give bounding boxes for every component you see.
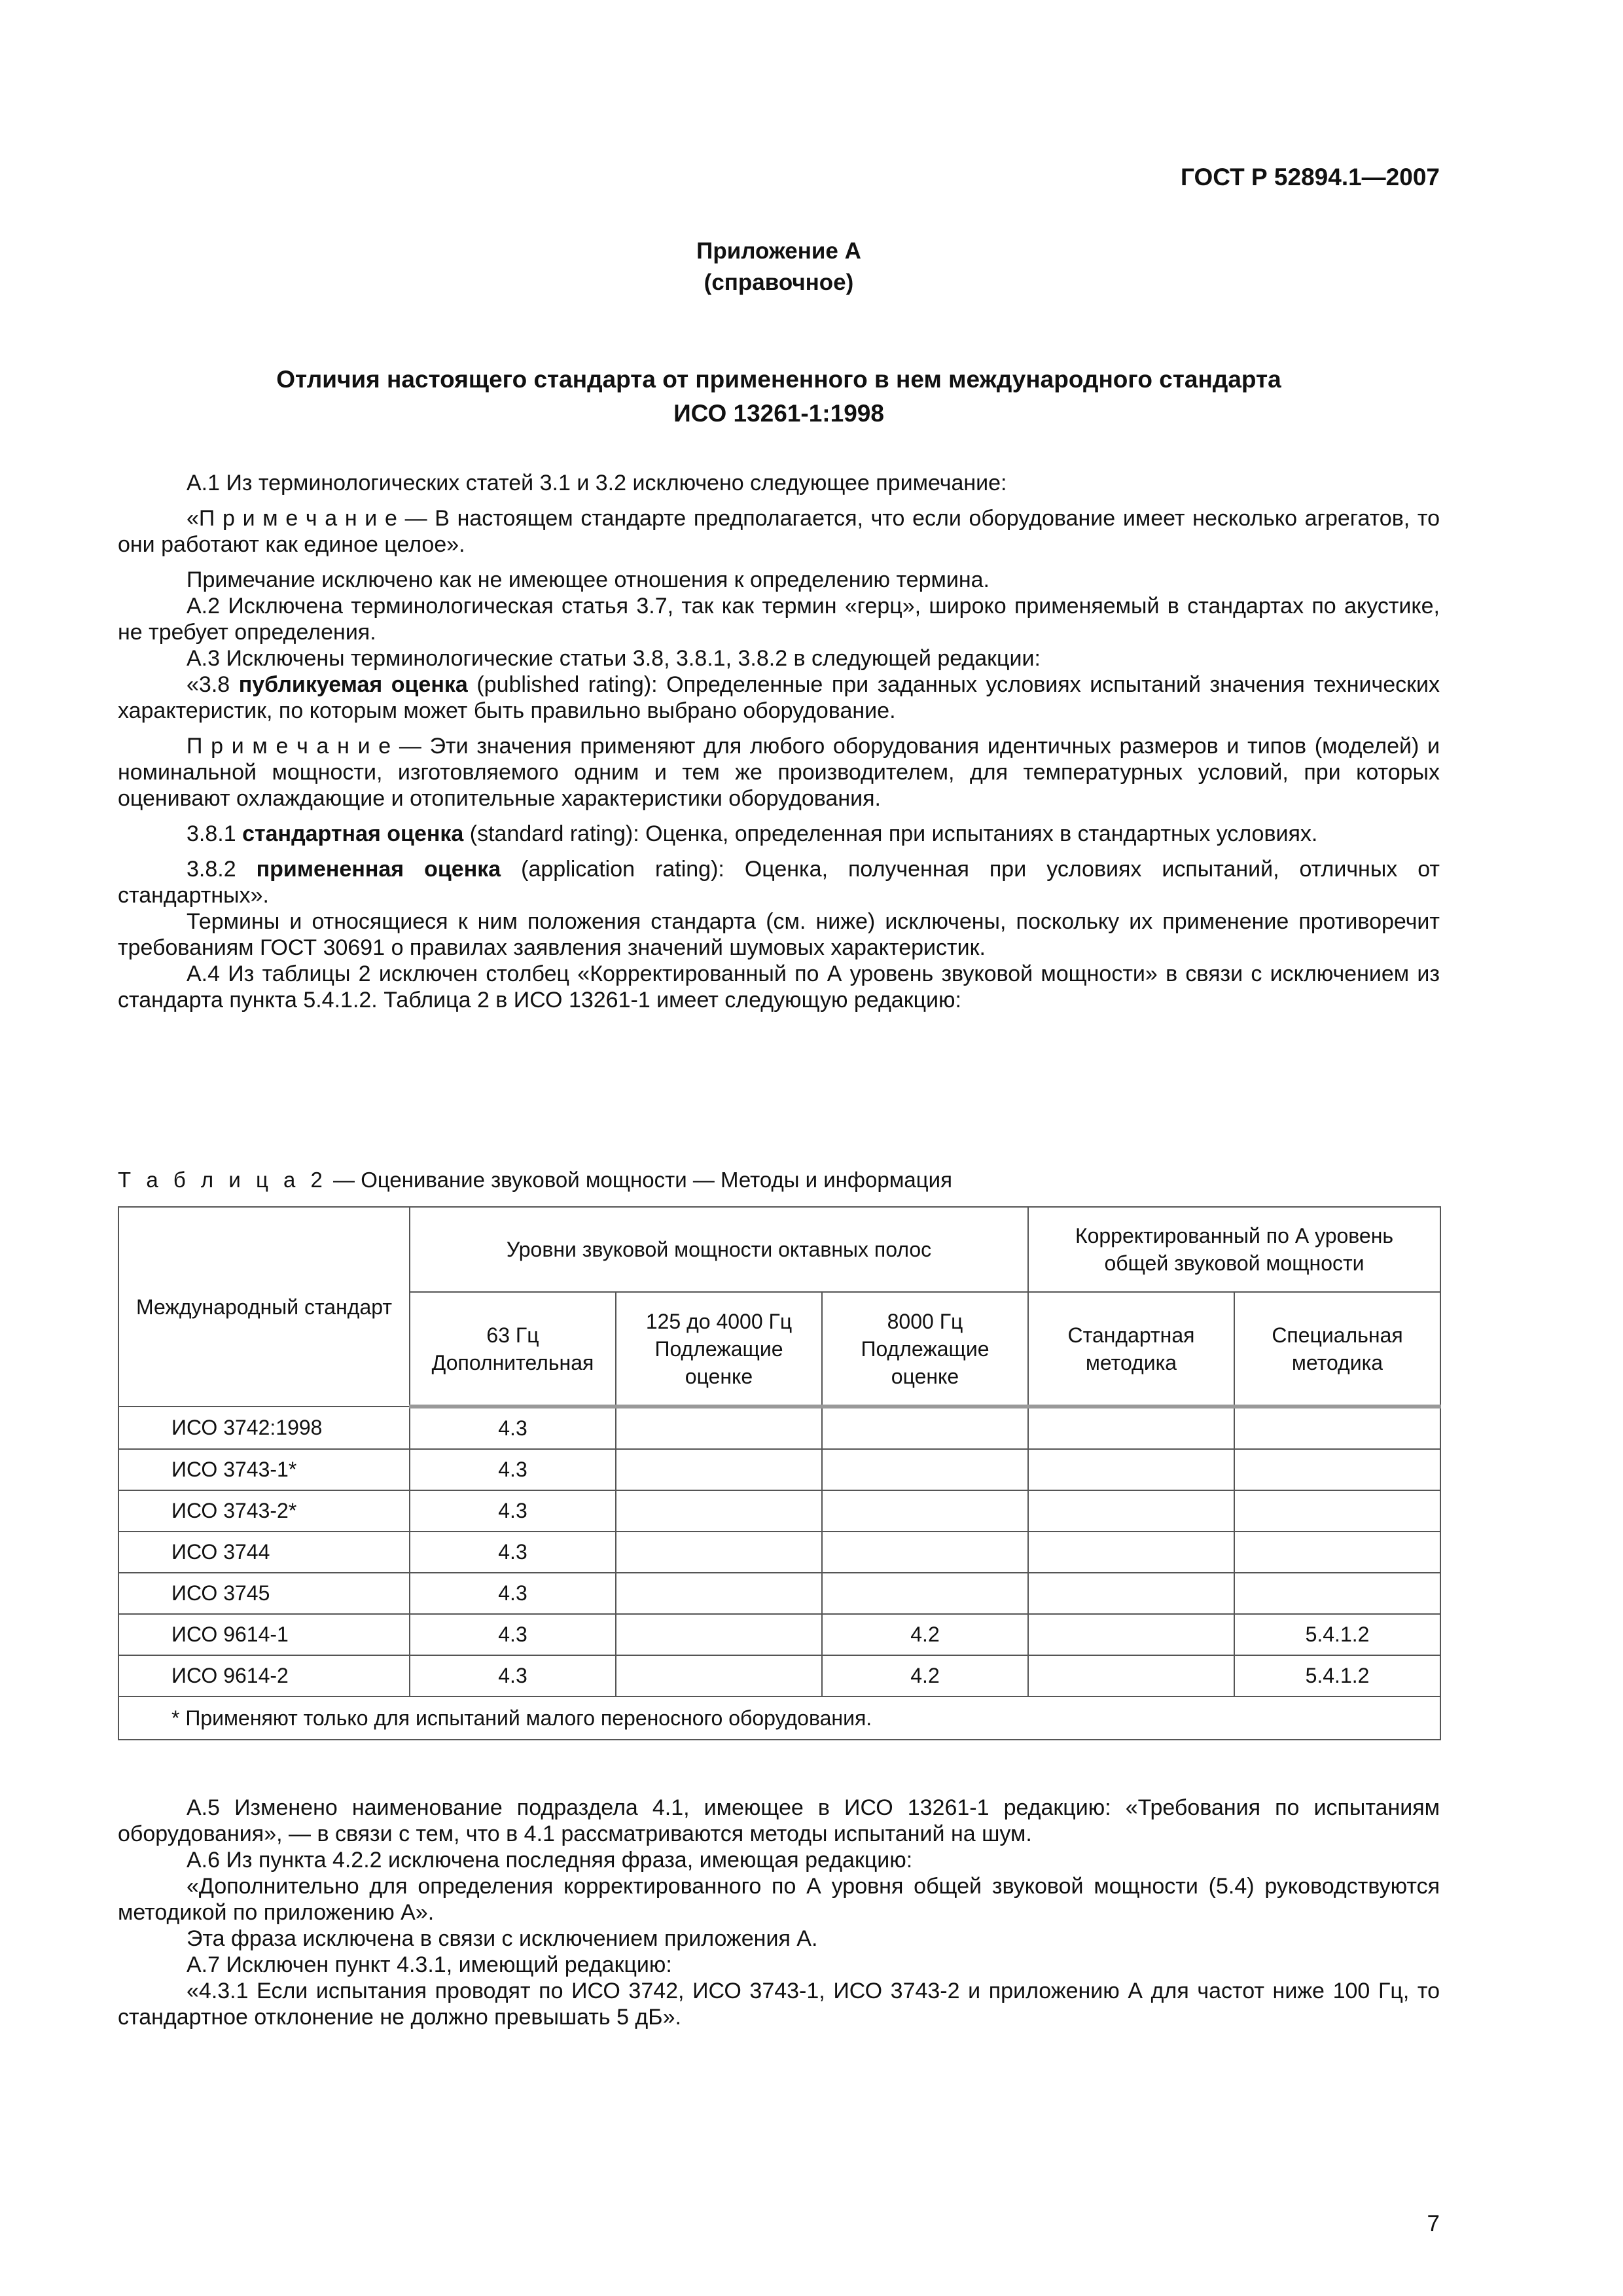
paragraph-3-8-1	[118, 821, 1440, 847]
paragraph-a7: А.7 Исключен пункт 4.3.1, имеющий редакцию:	[187, 1952, 672, 1977]
table-footnote: * Применяют только для испытаний малого переносного оборудования.	[118, 1696, 1440, 1740]
document-page	[118, 0, 1440, 2296]
cell-standard: ИСО 3743-2*	[118, 1490, 410, 1532]
note-label: П р и м е ч а н и е	[187, 734, 391, 759]
paragraph-3-8-2	[118, 856, 1440, 908]
annex-title-line-1: Отличия настоящего стандарта от примененного в нем международного стандарта	[276, 366, 1281, 393]
paragraph-note-quote	[118, 505, 1440, 558]
table-2	[118, 1206, 1441, 1740]
cell-standard-method	[1028, 1614, 1234, 1655]
paragraph-note-values	[118, 733, 1440, 812]
cell-standard-method	[1028, 1407, 1234, 1449]
cell-8000hz	[822, 1407, 1028, 1449]
paragraph-terms-excluded: Термины и относящиеся к ним положения стандарта (см. ниже) исключены, поскольку их применение противоречит требованиям ГОСТ 30691 о правилах заявления значений шумовых характеристик.	[118, 909, 1440, 960]
cell-standard: ИСО 9614-2	[118, 1655, 410, 1696]
note-label: «П р и м е ч а н и е	[187, 506, 397, 531]
term-published-rating: публикуемая оценка	[238, 672, 468, 697]
table-row	[118, 1532, 1440, 1573]
header-octave-levels: Уровни звуковой мощности октавных полос	[410, 1207, 1028, 1292]
table-footnote-row	[118, 1696, 1440, 1740]
cell-125-4000hz	[616, 1449, 822, 1490]
header-125-4000hz: 125 до 4000 Гц Подлежащие оценке	[616, 1292, 822, 1407]
paragraph-a4: А.4 Из таблицы 2 исключен столбец «Корректированный по А уровень звуковой мощности» в связи с исключением из стандарта пункта 5.4.1.2. Таблица 2 в ИСО 13261-1 имеет следующую редакцию:	[118, 961, 1440, 1013]
cell-standard: ИСО 3745	[118, 1573, 410, 1614]
paragraph-a6-reason: Эта фраза исключена в связи с исключением приложения А.	[187, 1926, 818, 1951]
cell-standard-method	[1028, 1573, 1234, 1614]
cell-standard: ИСО 3744	[118, 1532, 410, 1573]
cell-special-method	[1234, 1573, 1440, 1614]
table-row	[118, 1490, 1440, 1532]
cell-63hz: 4.3	[410, 1532, 616, 1573]
annex-title-line-2: ИСО 13261-1:1998	[673, 400, 884, 427]
cell-125-4000hz	[616, 1490, 822, 1532]
clause-text: (published rating): Определенные при заданных условиях испытаний значения технических характеристик, по которым может быть правильно выбрано оборудование.	[118, 672, 1440, 723]
header-special-method: Специальная методика	[1234, 1292, 1440, 1407]
cell-8000hz	[822, 1449, 1028, 1490]
cell-125-4000hz	[616, 1655, 822, 1696]
paragraph-a2: А.2 Исключена терминологическая статья 3.7, так как термин «герц», широко применяемый в стандартах по акустике, не требует определения.	[118, 594, 1440, 645]
cell-125-4000hz	[616, 1573, 822, 1614]
table-caption-label: Т а б л и ц а 2	[118, 1168, 327, 1192]
cell-8000hz: 4.2	[822, 1614, 1028, 1655]
cell-standard: ИСО 3743-1*	[118, 1449, 410, 1490]
note-text: — В настоящем стандарте предполагается, что если оборудование имеет несколько агрегатов, то они работают как единое целое».	[118, 506, 1440, 557]
annex-label: Приложение А	[696, 238, 861, 264]
cell-8000hz	[822, 1532, 1028, 1573]
cell-standard: ИСО 9614-1	[118, 1614, 410, 1655]
cell-special-method	[1234, 1407, 1440, 1449]
cell-special-method: 5.4.1.2	[1234, 1614, 1440, 1655]
clause-number: «3.8	[187, 672, 239, 697]
header-8000hz: 8000 Гц Подлежащие оценке	[822, 1292, 1028, 1407]
clause-number: 3.8.1	[187, 821, 243, 846]
cell-standard-method	[1028, 1655, 1234, 1696]
paragraph-3-8	[118, 672, 1440, 724]
page-number: 7	[1427, 2211, 1440, 2236]
paragraph-a3: А.3 Исключены терминологические статьи 3.8, 3.8.1, 3.8.2 в следующей редакции:	[187, 646, 1041, 671]
cell-63hz: 4.3	[410, 1407, 616, 1449]
table-caption-text: — Оценивание звуковой мощности — Методы и информация	[327, 1168, 952, 1192]
cell-63hz: 4.3	[410, 1614, 616, 1655]
cell-standard-method	[1028, 1449, 1234, 1490]
cell-125-4000hz	[616, 1614, 822, 1655]
cell-63hz: 4.3	[410, 1573, 616, 1614]
table-row	[118, 1655, 1440, 1696]
paragraph-a6-quote: «Дополнительно для определения корректированного по А уровня общей звуковой мощности (5.4) руководствуются методикой по приложению А».	[118, 1874, 1440, 1925]
table-row	[118, 1614, 1440, 1655]
paragraph-a6: А.6 Из пункта 4.2.2 исключена последняя фраза, имеющая редакцию:	[187, 1848, 913, 1873]
cell-63hz: 4.3	[410, 1449, 616, 1490]
body-section-2	[118, 1795, 1440, 2030]
term-standard-rating: стандартная оценка	[242, 821, 464, 846]
table-row	[118, 1407, 1440, 1449]
cell-8000hz	[822, 1573, 1028, 1614]
header-63hz: 63 Гц Дополнительная	[410, 1292, 616, 1407]
cell-special-method	[1234, 1532, 1440, 1573]
cell-standard-method	[1028, 1532, 1234, 1573]
cell-standard: ИСО 3742:1998	[118, 1407, 410, 1449]
cell-125-4000hz	[616, 1532, 822, 1573]
header-total-level: Корректированный по А уровень общей звуковой мощности	[1028, 1207, 1440, 1292]
paragraph-note-excluded: Примечание исключено как не имеющее отношения к определению термина.	[187, 567, 990, 592]
header-standard-method: Стандартная методика	[1028, 1292, 1234, 1407]
annex-heading	[118, 236, 1440, 298]
cell-63hz: 4.3	[410, 1655, 616, 1696]
cell-8000hz: 4.2	[822, 1655, 1028, 1696]
annex-type: (справочное)	[704, 270, 854, 295]
paragraph-a5: А.5 Изменено наименование подраздела 4.1, имеющее в ИСО 13261-1 редакцию: «Требования по испытаниям оборудования», — в связи с тем, что в 4.1 рассматриваются методы испытаний на шум.	[118, 1795, 1440, 1846]
body-section-1	[118, 470, 1440, 1013]
clause-text: (application rating): Оценка, полученная при условиях испытаний, отличных от стандартных».	[118, 857, 1440, 908]
term-application-rating: примененная оценка	[256, 857, 501, 882]
cell-special-method: 5.4.1.2	[1234, 1655, 1440, 1696]
cell-63hz: 4.3	[410, 1490, 616, 1532]
annex-title	[118, 363, 1440, 431]
paragraph-a1: А.1 Из терминологических статей 3.1 и 3.2 исключено следующее примечание:	[187, 471, 1007, 495]
note-text: — Эти значения применяют для любого оборудования идентичных размеров и типов (моделей) и номинальной мощности, изготовляемого одним и тем же производителем, для температурных условий, при которых оценивают охлаждающие и отопительные характеристики оборудования.	[118, 734, 1440, 811]
table-row	[118, 1449, 1440, 1490]
cell-special-method	[1234, 1490, 1440, 1532]
table-caption	[118, 1168, 952, 1193]
cell-special-method	[1234, 1449, 1440, 1490]
cell-standard-method	[1028, 1490, 1234, 1532]
standard-code: ГОСТ Р 52894.1—2007	[1181, 164, 1440, 190]
table-row	[118, 1573, 1440, 1614]
clause-number: 3.8.2	[187, 857, 257, 882]
cell-8000hz	[822, 1490, 1028, 1532]
paragraph-4-3-1-quote: «4.3.1 Если испытания проводят по ИСО 3742, ИСО 3743-1, ИСО 3743-2 и приложению А для частот ниже 100 Гц, то стандартное отклонение не должно превышать 5 дБ».	[118, 1979, 1440, 2030]
clause-text: (standard rating): Оценка, определенная при испытаниях в стандартных условиях.	[463, 821, 1318, 846]
cell-125-4000hz	[616, 1407, 822, 1449]
header-standard: Международный стандарт	[118, 1207, 410, 1407]
